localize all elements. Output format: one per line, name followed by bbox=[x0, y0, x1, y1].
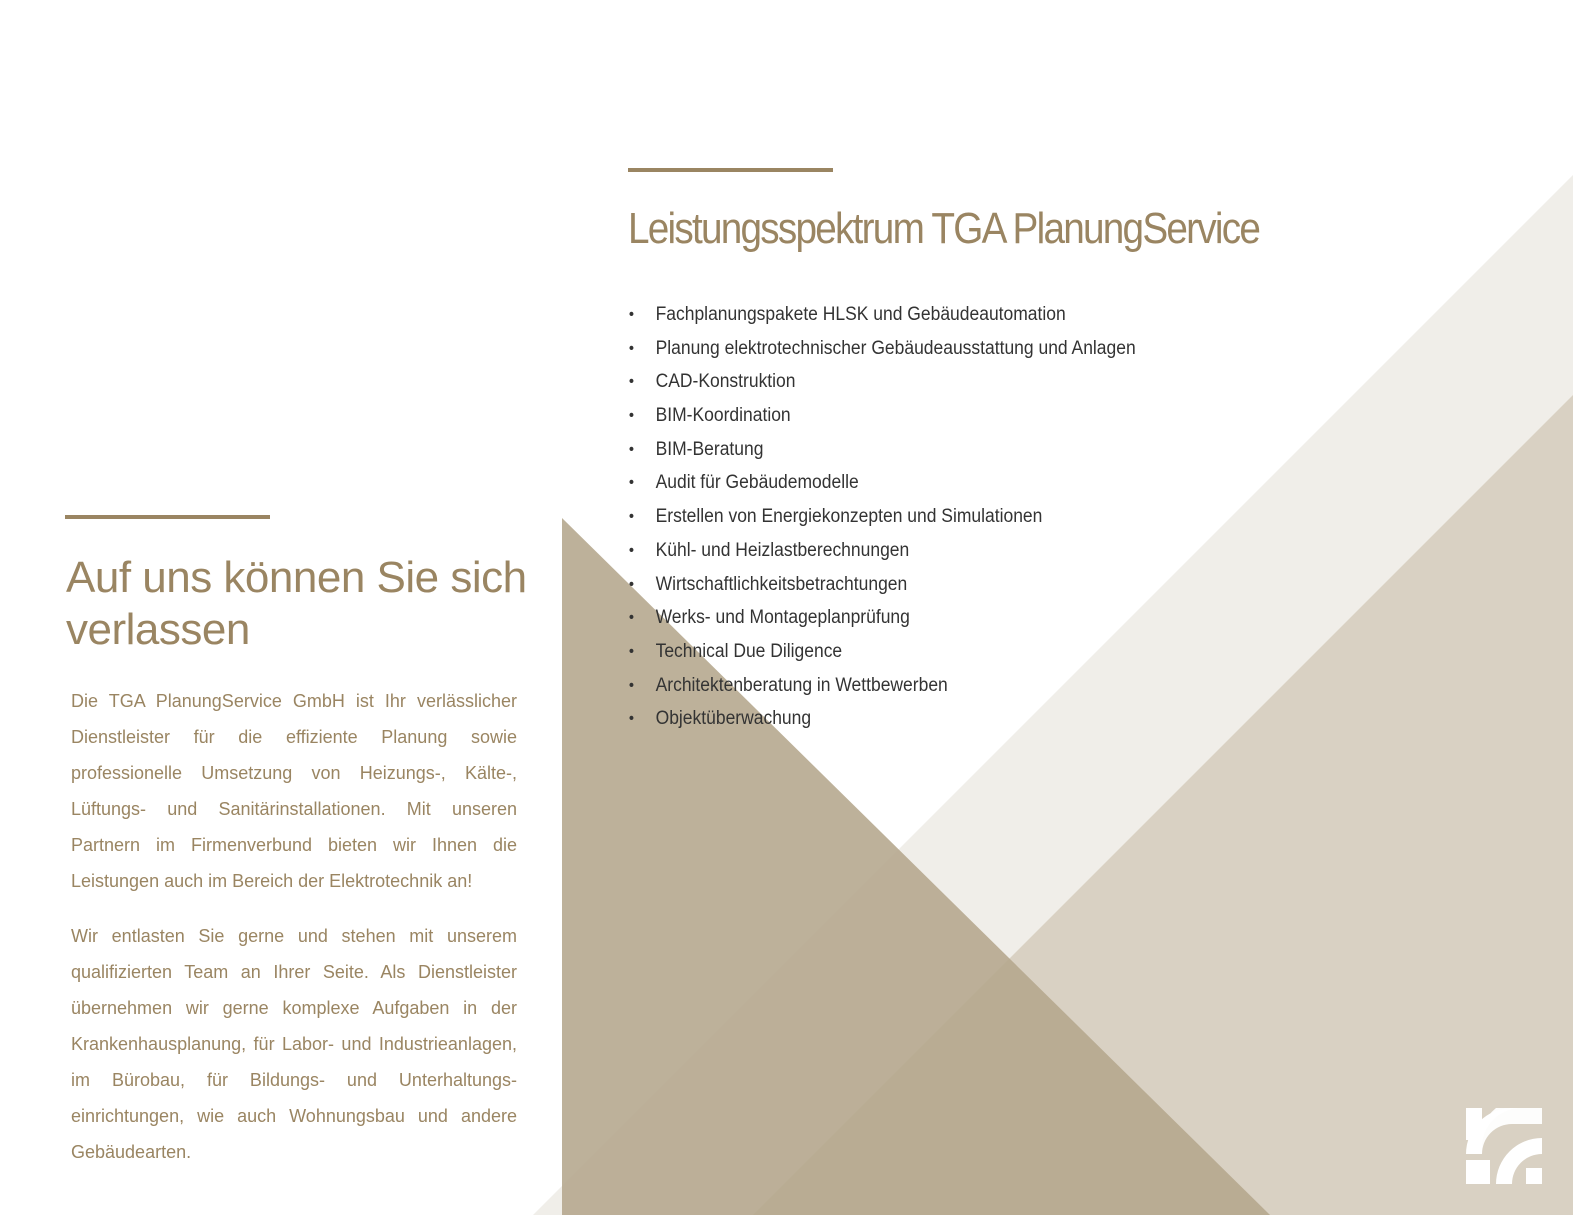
intro-accent-rule bbox=[65, 515, 270, 519]
list-item: • Planung elektrotechnischer Gebäudeausstattung und Anlagen bbox=[628, 332, 1136, 366]
list-item: • Audit für Gebäudemodelle bbox=[628, 466, 1136, 500]
intro-paragraph: Wir entlasten Sie gerne und stehen mit unserem qualifizierten Team an Ihrer Seite. Als Dienstleister übernehmen wir gerne komplexe Aufgaben in der Krankenhausplanung, für Labor- und Industrieanlagen, im Bürobau, für Bildungs- und Unterhaltungs-einrichtungen, wie auch Wohnungsbau und andere Gebäudearten. bbox=[71, 926, 517, 1162]
services-list bbox=[628, 298, 1180, 736]
list-item: • Kühl- und Heizlastberechnungen bbox=[628, 534, 1136, 568]
list-item: • Wirtschaftlichkeitsbetrachtungen bbox=[628, 568, 1136, 602]
intro-paragraph: Die TGA PlanungService GmbH ist Ihr verlässlicher Dienstleister für die effiziente Planung sowie professionelle Umsetzung von Heizungs-, Kälte-, Lüftungs- und Sanitärinstallationen. Mit unseren Partnern im Firmenverbund bieten wir Ihnen die Leistungen auch im Bereich der Elektrotechnik an! bbox=[71, 691, 517, 891]
bullet-icon: • bbox=[628, 642, 635, 660]
bullet-icon: • bbox=[628, 575, 635, 593]
list-item: • Objektüberwachung bbox=[628, 702, 1136, 736]
services-accent-rule bbox=[628, 168, 833, 172]
bullet-icon: • bbox=[628, 609, 635, 627]
bullet-icon: • bbox=[628, 407, 635, 425]
bullet-icon: • bbox=[628, 306, 635, 323]
bullet-icon: • bbox=[628, 541, 635, 559]
bullet-icon: • bbox=[628, 339, 635, 357]
bullet-icon: • bbox=[628, 710, 635, 728]
logo-mark-bottom-left bbox=[1466, 1160, 1490, 1184]
bullet-icon: • bbox=[628, 676, 635, 694]
list-item: • Fachplanungspakete HLSK und Gebäudeautomation bbox=[628, 298, 1136, 332]
list-item: • Architektenberatung in Wettbewerben bbox=[628, 669, 1136, 703]
list-item: • Erstellen von Energiekonzepten und Simulationen bbox=[628, 500, 1136, 534]
list-item: • Technical Due Diligence bbox=[628, 635, 1136, 669]
intro-title: Auf uns können Sie sich verlassen bbox=[66, 553, 527, 654]
list-item: • BIM-Beratung bbox=[628, 433, 1136, 467]
bullet-icon: • bbox=[628, 440, 635, 458]
list-item: • BIM-Koordination bbox=[628, 399, 1136, 433]
bullet-icon: • bbox=[628, 508, 635, 526]
services-title: Leistungsspektrum TGA PlanungService bbox=[628, 204, 1260, 253]
bullet-icon: • bbox=[628, 373, 635, 391]
list-item: • Werks- und Montageplanprüfung bbox=[628, 601, 1136, 635]
logo-mark-corner bbox=[1526, 1168, 1542, 1184]
bullet-icon: • bbox=[628, 474, 635, 492]
company-logo-mark-icon bbox=[1466, 1108, 1542, 1184]
list-item: • CAD-Konstruktion bbox=[628, 365, 1136, 399]
